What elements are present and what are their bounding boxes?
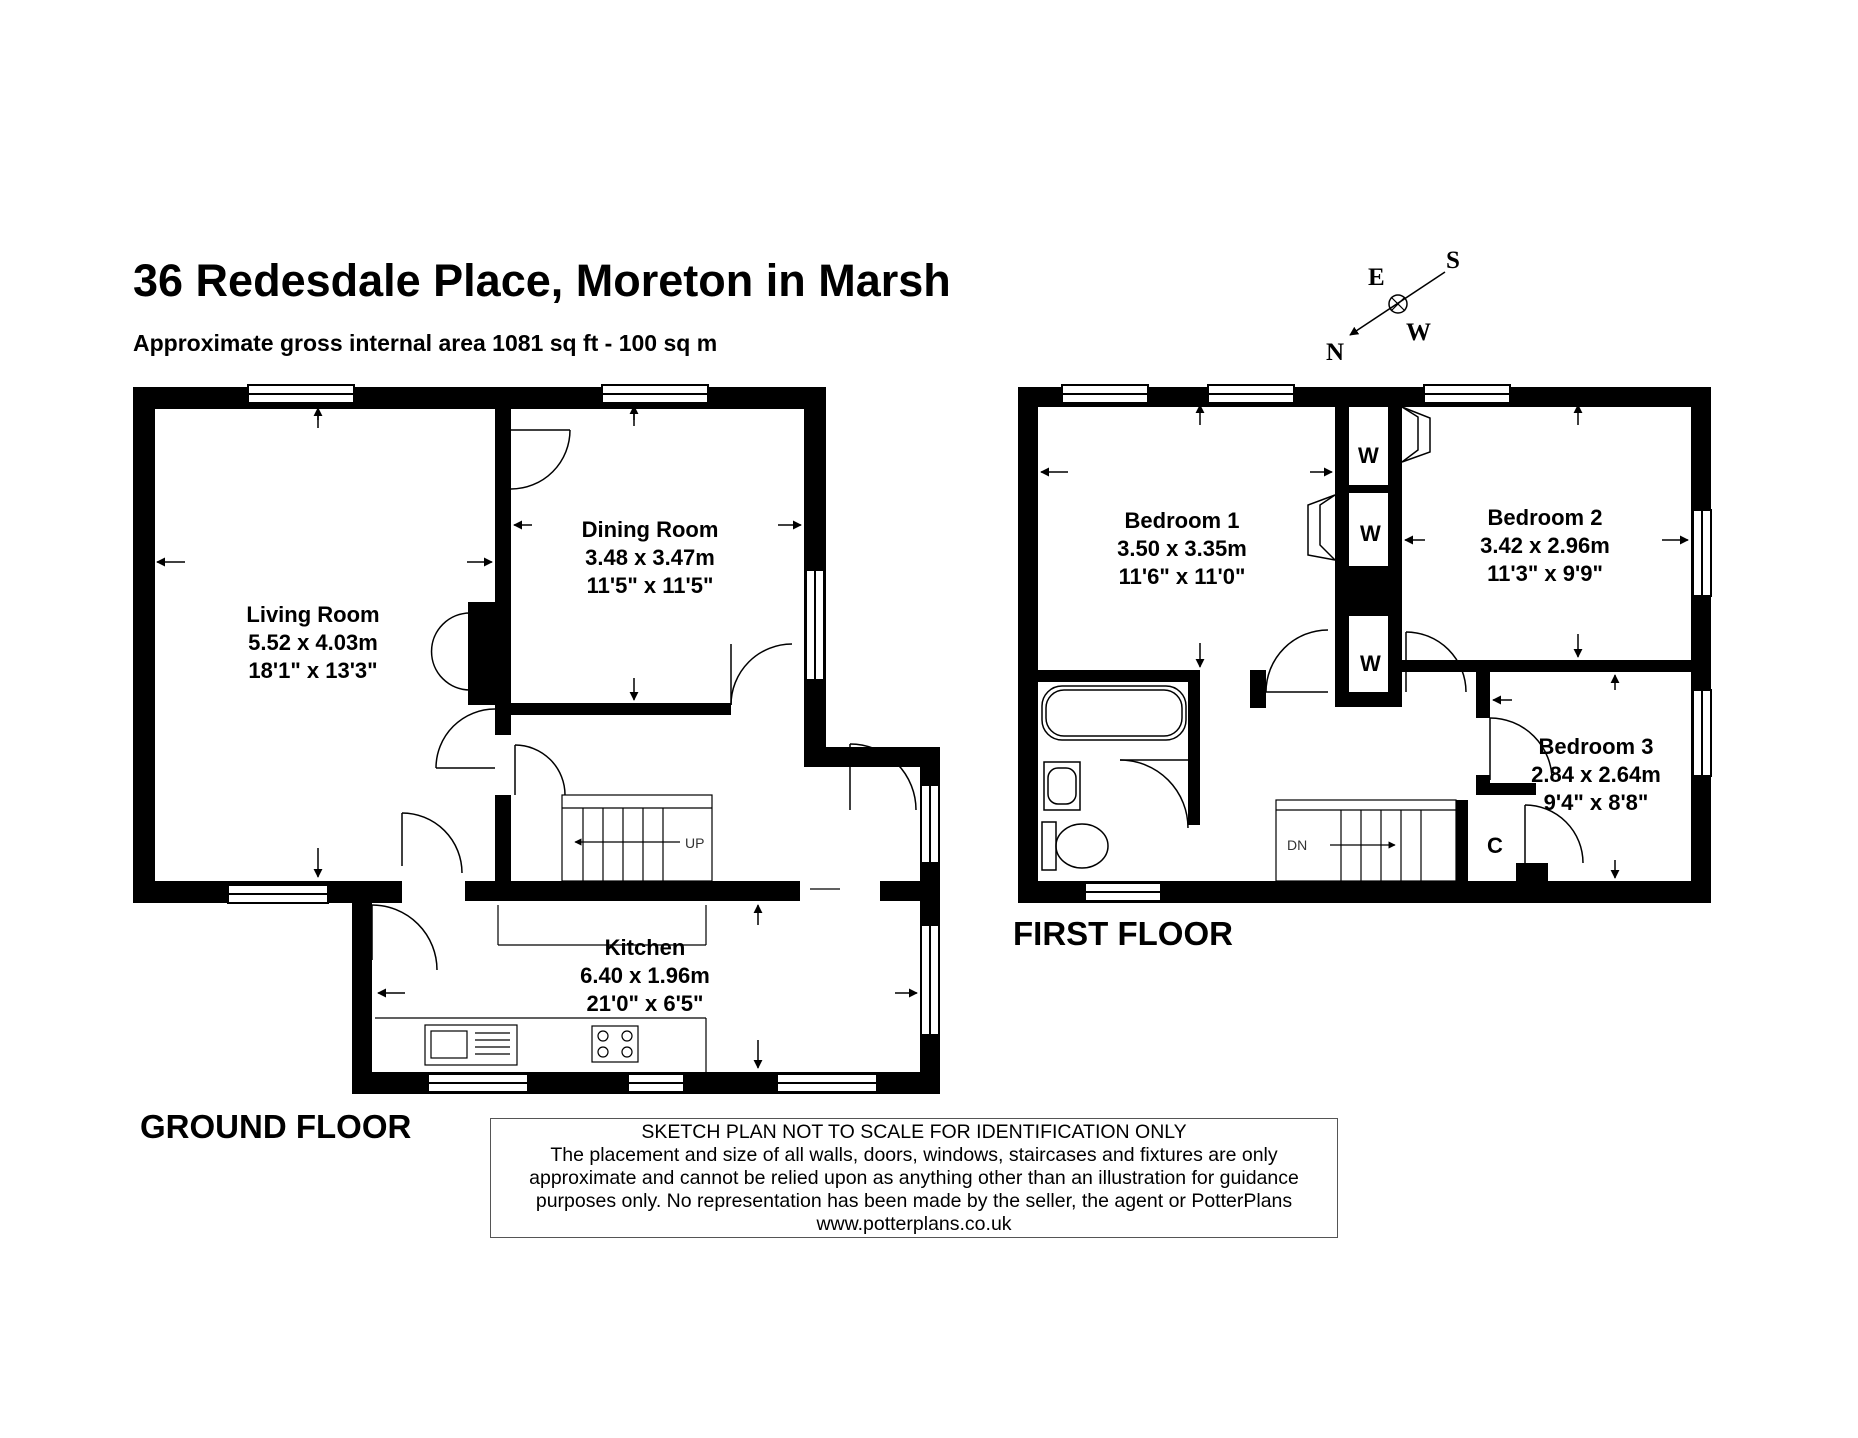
room-name: Kitchen xyxy=(604,935,686,960)
room-metric: 2.84 x 2.64m xyxy=(1531,762,1661,787)
wall xyxy=(804,387,826,747)
hob xyxy=(592,1026,638,1062)
room-bedroom-1 xyxy=(1117,508,1247,589)
stairs-up-label: UP xyxy=(685,835,705,851)
room-name: Living Room xyxy=(246,602,380,627)
ground-floor-label: GROUND FLOOR xyxy=(140,1108,412,1145)
bathroom-fixtures xyxy=(1042,686,1186,870)
wall xyxy=(495,723,511,735)
room-imperial: 11'5" x 11'5" xyxy=(586,573,714,598)
kitchen-fixtures xyxy=(375,1018,706,1072)
wall xyxy=(495,795,511,883)
wall xyxy=(1335,692,1402,707)
room-metric: 3.48 x 3.47m xyxy=(585,545,715,570)
compass-north: N xyxy=(1326,339,1345,366)
area-subtitle: Approximate gross internal area 1081 sq ft - 100 sq m xyxy=(133,330,718,356)
wardrobe-label: W xyxy=(1358,443,1379,468)
wall xyxy=(511,703,731,715)
toilet-bowl xyxy=(1056,824,1108,868)
disclaimer-line: SKETCH PLAN NOT TO SCALE FOR IDENTIFICATION ONLY xyxy=(641,1121,1187,1143)
ground-floor-arrows xyxy=(157,406,917,1068)
toilet-cistern xyxy=(1042,822,1056,870)
wall xyxy=(368,881,402,903)
wall xyxy=(1402,660,1691,672)
wall xyxy=(1018,387,1038,903)
wall xyxy=(1188,670,1200,825)
fireplace xyxy=(468,602,496,705)
wall xyxy=(1388,407,1402,707)
room-metric: 5.52 x 4.03m xyxy=(248,630,378,655)
room-name: Bedroom 3 xyxy=(1538,734,1654,759)
wall xyxy=(1335,485,1402,493)
room-bedroom-3 xyxy=(1531,734,1661,815)
disclaimer-line: purposes only. No representation has been made by the seller, the agent or PotterPlans xyxy=(535,1190,1293,1212)
wall xyxy=(495,493,511,723)
ground-floor-stairs xyxy=(498,795,840,945)
wall xyxy=(1476,660,1490,718)
compass-rose xyxy=(1326,247,1460,366)
compass-east: E xyxy=(1368,264,1385,291)
disclaimer-line: approximate and cannot be relied upon as anything other than an illustration for guidance xyxy=(529,1167,1299,1189)
wardrobe-label: W xyxy=(1360,651,1381,676)
wall xyxy=(804,747,940,767)
wardrobe-label: W xyxy=(1360,521,1381,546)
wall xyxy=(1456,800,1468,881)
wall xyxy=(1476,783,1536,795)
room-imperial: 9'4" x 8'8" xyxy=(1543,790,1649,815)
wall xyxy=(465,881,800,901)
disclaimer-website: www.potterplans.co.uk xyxy=(816,1213,1012,1235)
room-metric: 3.50 x 3.35m xyxy=(1117,536,1247,561)
room-imperial: 11'3" x 9'9" xyxy=(1487,561,1603,586)
basin xyxy=(1044,762,1080,810)
room-name: Bedroom 1 xyxy=(1124,508,1240,533)
disclaimer-line: The placement and size of all walls, doors, windows, staircases and fixtures are only xyxy=(550,1144,1278,1166)
page-title: 36 Redesdale Place, Moreton in Marsh xyxy=(133,255,951,306)
first-floor-label: FIRST FLOOR xyxy=(1013,915,1233,952)
room-name: Dining Room xyxy=(581,517,719,542)
compass-south: S xyxy=(1446,247,1460,274)
wall xyxy=(880,881,924,901)
room-imperial: 11'6" x 11'0" xyxy=(1118,564,1246,589)
room-dining xyxy=(582,517,719,598)
wall xyxy=(133,387,826,409)
room-name: Bedroom 2 xyxy=(1487,505,1603,530)
room-imperial: 18'1" x 13'3" xyxy=(248,658,378,683)
compass-west: W xyxy=(1406,319,1431,346)
first-floor-windows xyxy=(1062,385,1711,901)
room-metric: 3.42 x 2.96m xyxy=(1480,533,1610,558)
stairs-down-label: DN xyxy=(1287,837,1308,853)
room-kitchen xyxy=(580,935,710,1016)
wall xyxy=(1335,407,1349,707)
disclaimer-box xyxy=(490,1118,1338,1238)
wall xyxy=(133,387,155,903)
wall xyxy=(1335,566,1402,616)
room-bedroom-2 xyxy=(1480,505,1610,586)
room-living xyxy=(246,602,379,683)
wall xyxy=(352,903,372,1094)
room-imperial: 21'0" x 6'5" xyxy=(586,991,704,1016)
cupboard-label: C xyxy=(1487,833,1503,858)
ground-floor-plan xyxy=(133,387,940,1094)
wall xyxy=(1516,863,1548,881)
wall xyxy=(1691,387,1711,903)
wall xyxy=(1250,670,1266,708)
bath xyxy=(1042,686,1186,740)
wall xyxy=(1038,670,1188,682)
room-metric: 6.40 x 1.96m xyxy=(580,963,710,988)
